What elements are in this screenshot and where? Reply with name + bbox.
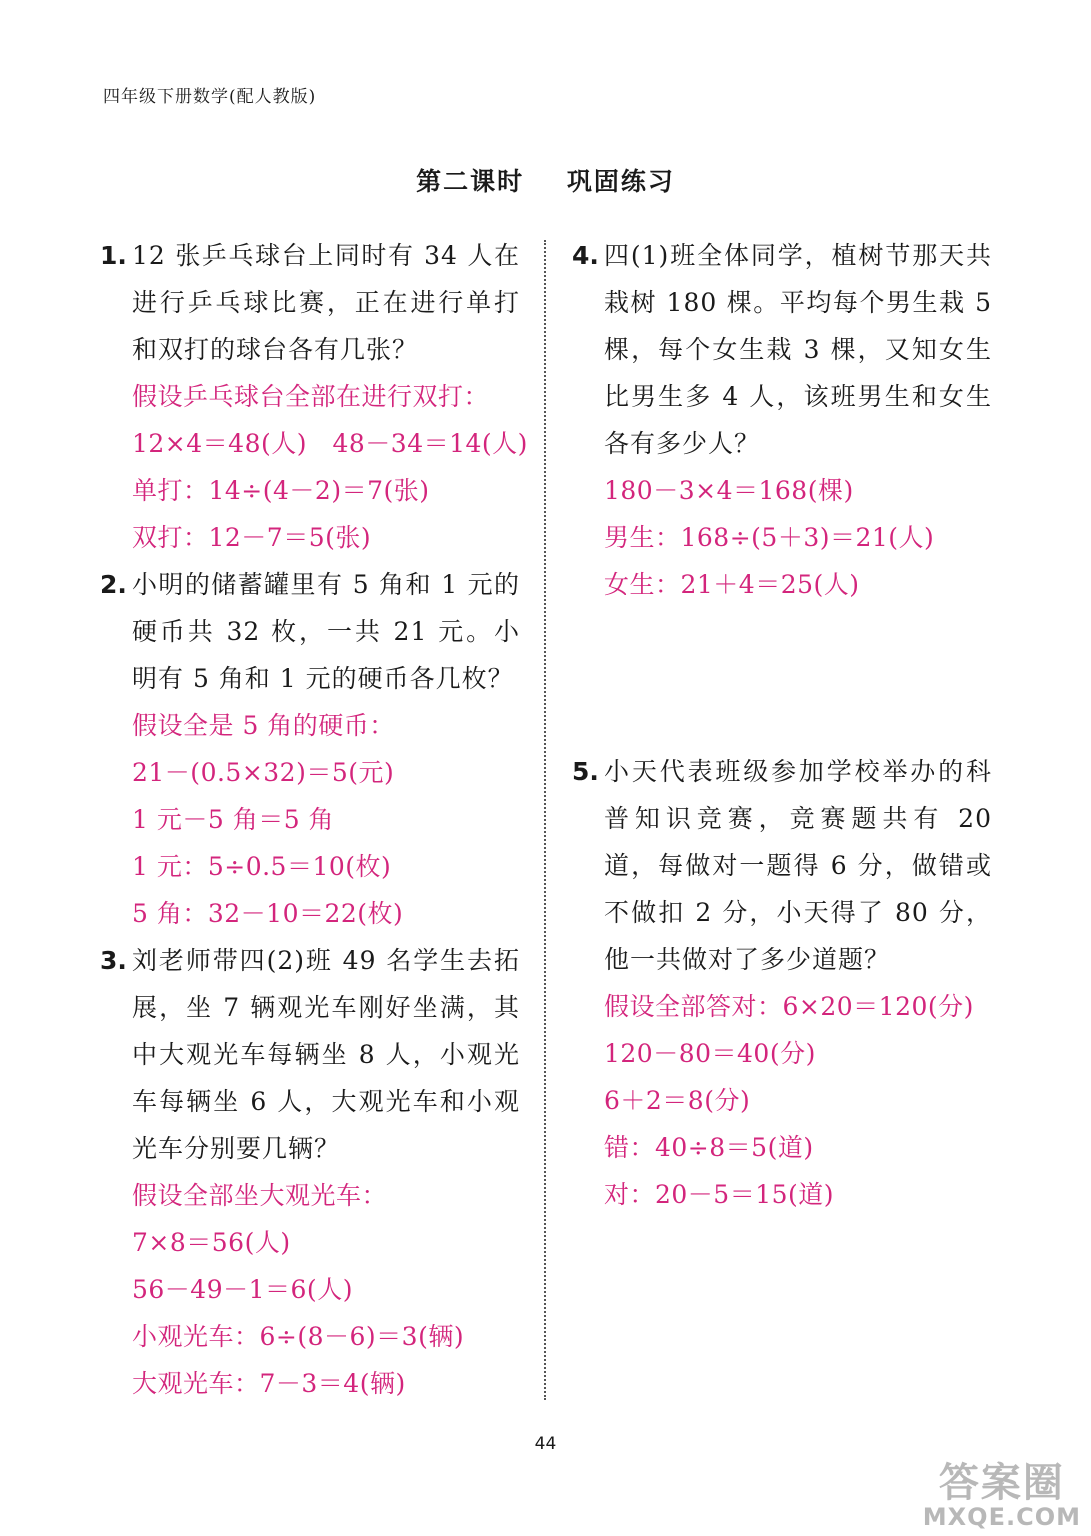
watermark-top: 答案圈 bbox=[938, 1460, 1065, 1506]
answer-line: 1 元－5 角＝5 角 bbox=[132, 805, 335, 834]
answer-line: 56－49－1＝6(人) bbox=[132, 1275, 353, 1304]
answer-line: 21－(0.5×32)＝5(元) bbox=[132, 758, 395, 787]
watermark-bottom: MXQE.COM bbox=[922, 1503, 1081, 1531]
problem-number: 1. bbox=[100, 241, 127, 270]
problem-number: 5. bbox=[572, 757, 599, 786]
problem-question: 四(1)班全体同学，植树节那天共栽树 180 棵。平均每个男生栽 5 棵，每个女生栽 3 棵，又知女生比男生多 4 人，该班男生和女生各有多少人？ bbox=[604, 241, 992, 458]
answer-line: 12×4＝48(人) 48－34＝14(人) bbox=[132, 429, 528, 458]
answer-line: 180－3×4＝168(棵) bbox=[604, 476, 854, 505]
answer-line: 假设全部坐大观光车： bbox=[132, 1181, 388, 1210]
column-divider bbox=[544, 240, 546, 1400]
section-title: 第二课时 巩固练习 bbox=[416, 167, 675, 196]
problem-number: 4. bbox=[572, 241, 599, 270]
page-number: 44 bbox=[534, 1434, 557, 1454]
blank-space bbox=[572, 608, 992, 748]
answer-line: 120－80＝40(分) bbox=[604, 1039, 816, 1068]
answer-line: 对：20－5＝15(道) bbox=[604, 1180, 835, 1209]
problem-5 bbox=[572, 748, 992, 1218]
answer-line: 假设全部答对：6×20＝120(分) bbox=[604, 992, 974, 1021]
answer-line: 大观光车：7－3＝4(辆) bbox=[132, 1369, 406, 1398]
answer-line: 6＋2＝8(分) bbox=[604, 1086, 751, 1115]
answer-line: 小观光车：6÷(8－6)＝3(辆) bbox=[132, 1322, 465, 1351]
problem-question: 刘老师带四(2)班 49 名学生去拓展，坐 7 辆观光车刚好坐满，其中大观光车每辆坐 8 人，小观光车每辆坐 6 人，大观光车和小观光车分别要几辆？ bbox=[132, 946, 520, 1163]
answer-line: 错：40÷8＝5(道) bbox=[604, 1133, 814, 1162]
right-column bbox=[572, 232, 992, 1218]
problem-number: 2. bbox=[100, 570, 127, 599]
answer-line: 假设乒乓球台全部在进行双打： bbox=[132, 382, 490, 411]
answer-line: 双打：12－7＝5(张) bbox=[132, 523, 372, 552]
watermark-logo bbox=[923, 1462, 1081, 1530]
book-title: 四年级下册数学(配人教版) bbox=[103, 87, 317, 107]
answer-line: 男生：168÷(5＋3)＝21(人) bbox=[604, 523, 935, 552]
answer-line: 女生：21＋4＝25(人) bbox=[604, 570, 860, 599]
problem-1 bbox=[100, 232, 528, 561]
problem-question: 12 张乒乓球台上同时有 34 人在进行乒乓球比赛，正在进行单打和双打的球台各有几张？ bbox=[132, 241, 520, 364]
problem-4 bbox=[572, 232, 992, 608]
answer-line: 5 角：32－10＝22(枚) bbox=[132, 899, 404, 928]
problem-3 bbox=[100, 937, 520, 1407]
problem-question: 小明的储蓄罐里有 5 角和 1 元的硬币共 32 枚，一共 21 元。小明有 5 角和 1 元的硬币各几枚？ bbox=[132, 570, 520, 693]
answer-line: 7×8＝56(人) bbox=[132, 1228, 291, 1257]
problem-number: 3. bbox=[100, 946, 127, 975]
left-column bbox=[100, 232, 528, 1407]
answer-line: 1 元：5÷0.5＝10(枚) bbox=[132, 852, 392, 881]
answer-line: 假设全是 5 角的硬币： bbox=[132, 711, 395, 740]
problem-question: 小天代表班级参加学校举办的科普知识竞赛，竞赛题共有 20 道，每做对一题得 6 分，做错或不做扣 2 分，小天得了 80 分，他一共做对了多少道题？ bbox=[604, 757, 992, 974]
answer-line: 单打：14÷(4－2)＝7(张) bbox=[132, 476, 430, 505]
problem-2 bbox=[100, 561, 520, 937]
